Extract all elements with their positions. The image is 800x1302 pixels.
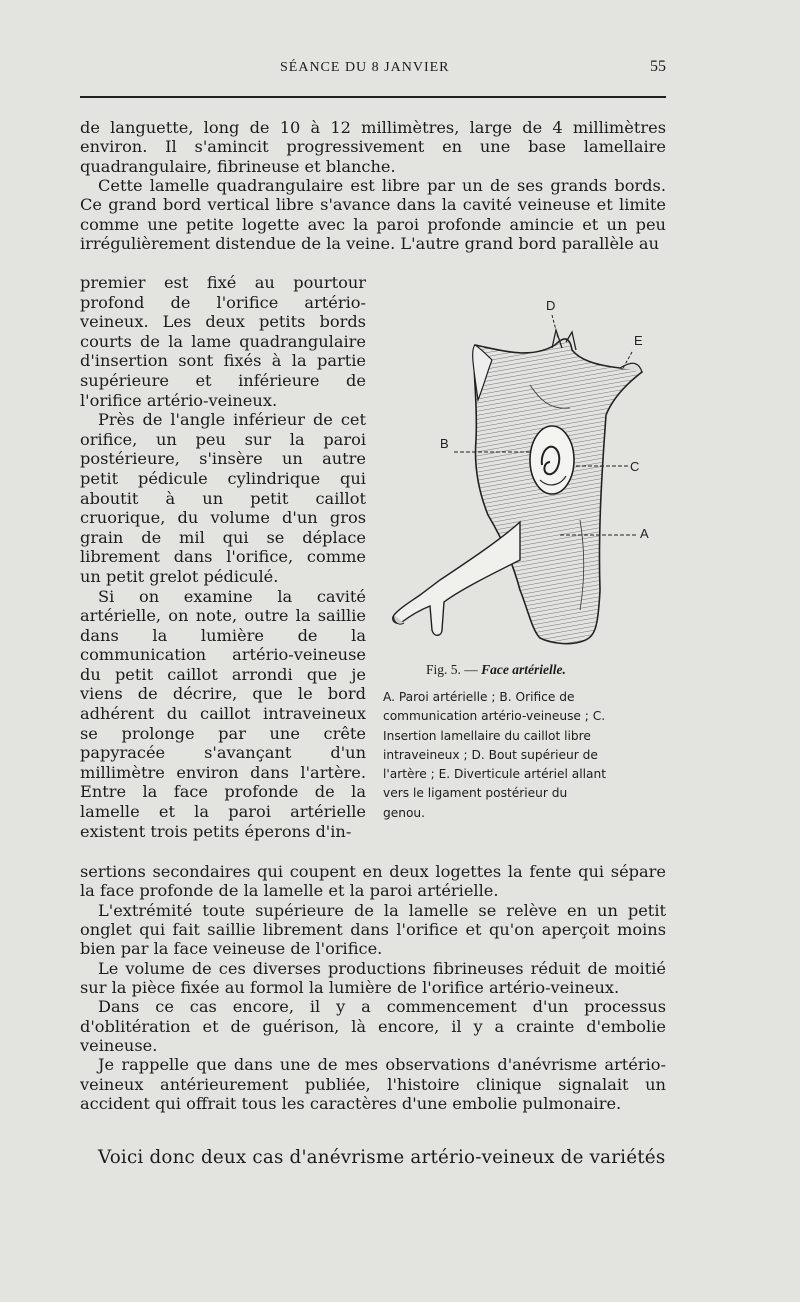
paragraph: Près de l'angle inférieur de cet orifice, un peu sur la paroi postérieure, s'insère un autre petit pédicule cylindrique qui aboutit à un petit caillot cruorique, du volume d'un gros grain de mil qui se déplace librement dans l'orifice, comme un petit grelot pédiculé. [80,410,366,586]
label-a: A [640,526,649,541]
final-line-text: Voici donc deux cas d'anévrisme artério-veineux de variétés [98,1147,666,1168]
paragraph: de languette, long de 10 à 12 millimètres, large de 4 millimètres environ. Il s'amincit progressivement en une base lamellaire quadrangulaire, fibrineuse et blanche. [80,118,666,176]
top-text-block [80,118,666,253]
orifice [530,426,574,494]
label-e: E [634,333,643,348]
legend-line: genou. [383,805,426,820]
header-title: SÉANCE DU 8 JANVIER [280,60,450,75]
final-line [80,1147,666,1168]
label-b: B [440,436,449,451]
figure-number: Fig. 5. — [426,662,478,677]
paragraph: L'extrémité toute supérieure de la lamelle se relève en un petit onglet qui fait saillie librement dans l'orifice et qu'on aperçoit moins bien par la face veineuse de l'orifice. [80,900,666,959]
running-header [80,58,666,84]
legend-line: Insertion lamellaire du caillot libre [383,728,591,743]
paragraph: Le volume de ces diverses productions fibrineuses réduit de moitié sur la pièce fixée au formol la lumière de l'orifice artério-veineux. [80,958,666,998]
paragraph: Je rappelle que dans une de mes observations d'anévrisme artério-veineux antérieurement publiée, l'histoire clinique signalait un accident qui offrait tous les caractères d'une embolie pulmonaire. [80,1055,666,1114]
figure-caption-title: Face artérielle. [481,662,566,677]
label-d: D [546,298,556,313]
label-c: C [630,459,640,474]
figure-caption [426,662,566,678]
paragraph: Si on examine la cavité artérielle, on note, outre la saillie dans la lumière de la communication artério-veineuse du petit caillot arrondi que je viens de décrire, que le bord adhérent du caillot intraveineux se prolonge par une crête papyracée s'avançant d'un millimètre environ dans l'artère. Entre la face profonde de la lamelle et la paroi artérielle existent trois petits éperons d'in- [80,586,366,841]
legend-line: intraveineux ; D. Bout supérieur de [383,747,598,762]
legend-line: l'artère ; E. Diverticule artériel allant [383,767,606,782]
header-rule [80,96,666,98]
paragraph: Dans ce cas encore, il y a commencement d'un processus d'oblitération et de guérison, là encore, il y a crainte d'embolie veineuse. [80,997,666,1056]
artery-drawing [380,290,670,660]
legend-line: vers le ligament postérieur du [383,786,568,801]
lower-text-block [80,862,666,1113]
page-number: 55 [650,58,666,75]
legend-line: communication artério-veineuse ; C. [383,709,606,724]
branch-vessel [393,522,520,635]
figure-legend [383,688,667,823]
figure-5-illustration [380,290,670,660]
paragraph: sertions secondaires qui coupent en deux logettes la fente qui sépare la face profonde de la lamelle et la paroi artérielle. [80,862,666,901]
legend-line: A. Paroi artérielle ; B. Orifice de [383,690,575,704]
paragraph: Cette lamelle quadrangulaire est libre par un de ses grands bords. Ce grand bord vertical libre s'avance dans la cavité veineuse et limite comme une petite logette avec la paroi profonde amincie et un peu irrégulièrement distendue de la veine. L'autre grand bord parallèle au [80,176,666,254]
paragraph: premier est fixé au pourtour profond de l'orifice artério-veineux. Les deux petits bords courts de la lame quadrangulaire d'insertion sont fixés à la partie supérieure et inférieure de l'orifice artério-veineux. [80,273,366,410]
left-column-text [80,273,366,841]
